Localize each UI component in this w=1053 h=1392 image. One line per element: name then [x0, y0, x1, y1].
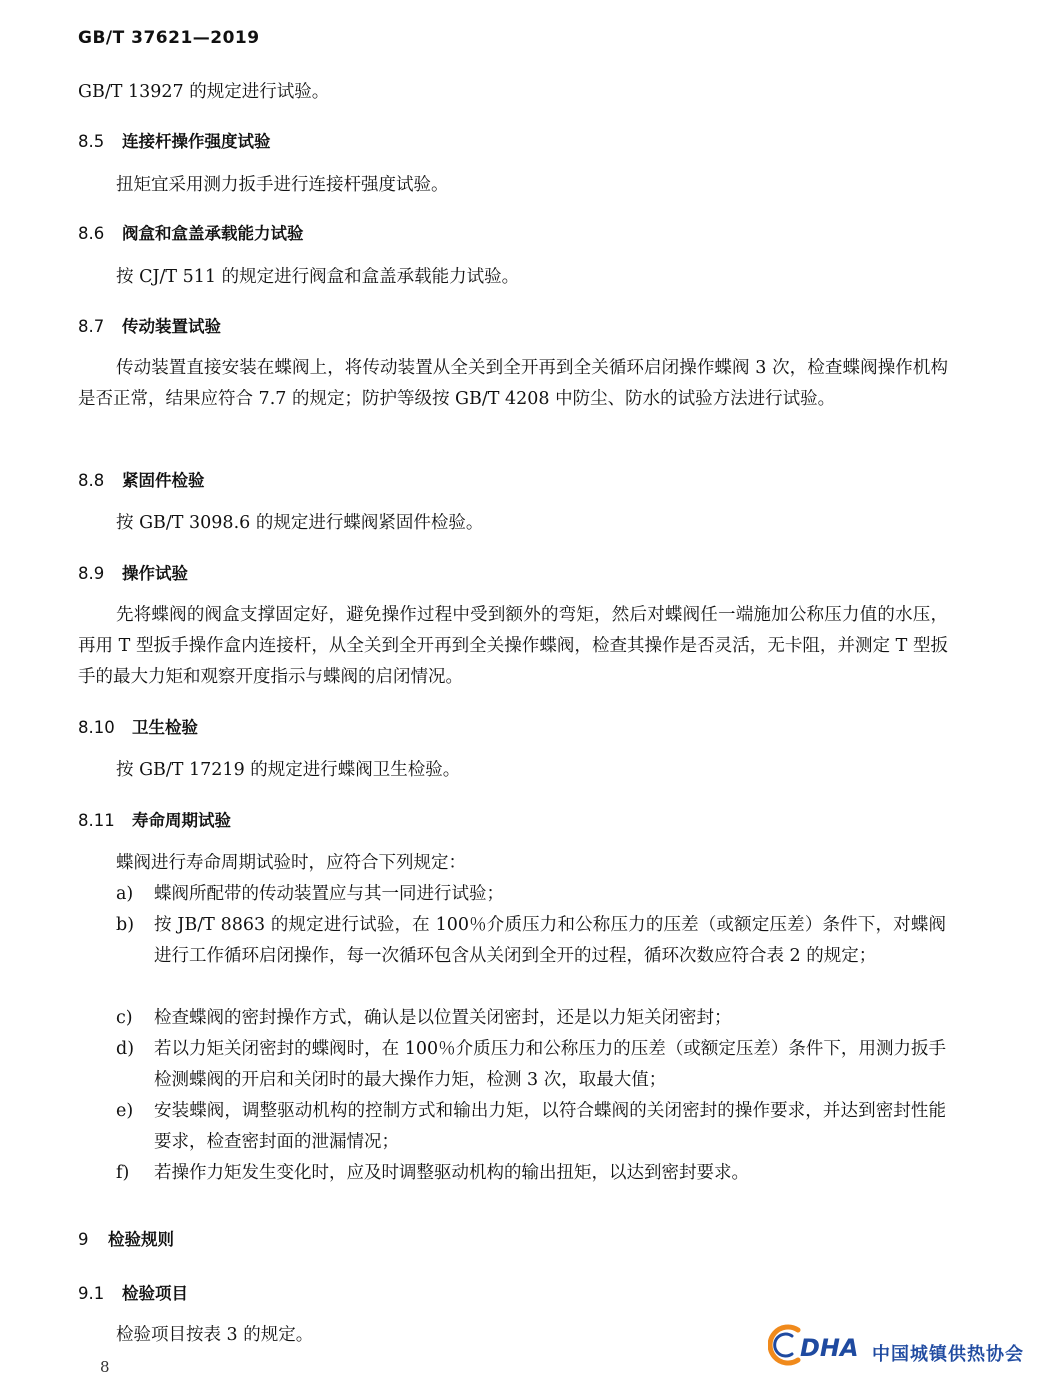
list-label: e)	[116, 1101, 134, 1121]
list-item-a	[116, 879, 946, 910]
paragraph-8-5: 扭矩宜采用测力扳手进行连接杆强度试验。	[116, 175, 449, 195]
logo-blue-arc	[775, 1334, 792, 1356]
heading-title: 连接杆操作强度试验	[122, 132, 271, 151]
paragraph-8-10: 按 GB/T 17219 的规定进行蝶阀卫生检验。	[116, 760, 461, 780]
heading-9	[78, 1226, 174, 1250]
heading-8-6	[78, 220, 304, 244]
list-text: 蝶阀所配带的传动装置应与其一同进行试验；	[154, 884, 504, 904]
paragraph-8-9: 先将蝶阀的阀盒支撑固定好，避免操作过程中受到额外的弯矩，然后对蝶阀任一端施加公称压力值的水压，再用 T 型扳手操作盒内连接杆，从全关到全开再到全关操作蝶阀，检查其操作是否灵活，无卡阻，并测定 T 型扳手的最大力矩和观察开度指示与蝶阀的启闭情况。	[78, 605, 948, 687]
list-text: 按 JB/T 8863 的规定进行试验，在 100％介质压力和公称压力的压差（或额定压差）条件下，对蝶阀进行工作循环启闭操作，每一次循环包含从关闭到全开的过程，循环次数应符合表 2 的规定；	[154, 915, 946, 966]
heading-9-1	[78, 1280, 188, 1304]
heading-number: 8.5	[78, 132, 105, 151]
logo-organization-name: 中国城镇供热协会	[872, 1344, 1024, 1365]
heading-title: 检验项目	[122, 1284, 188, 1303]
heading-8-5	[78, 128, 271, 152]
list-label: a)	[116, 884, 134, 904]
paragraph-8-7: 传动装置直接安装在蝶阀上，将传动装置从全关到全开再到全关循环启闭操作蝶阀 3 次，检查蝶阀操作机构是否正常，结果应符合 7.7 的规定；防护等级按 GB/T 4208 中防尘、防水的试验方法进行试验。	[78, 358, 948, 409]
heading-8-7	[78, 313, 221, 337]
logo-letters: DHA	[800, 1334, 859, 1362]
list-item-c	[116, 1003, 946, 1034]
list-item-f	[116, 1158, 946, 1189]
heading-title: 卫生检验	[132, 718, 198, 737]
heading-title: 检验规则	[108, 1230, 174, 1249]
heading-number: 8.8	[78, 471, 105, 490]
heading-title: 寿命周期试验	[132, 811, 231, 830]
list-item-e	[116, 1096, 946, 1158]
list-label: b)	[116, 915, 135, 935]
list-text: 若以力矩关闭密封的蝶阀时，在 100％介质压力和公称压力的压差（或额定压差）条件下，用测力扳手检测蝶阀的开启和关闭时的最大操作力矩，检测 3 次，取最大值；	[154, 1039, 946, 1090]
heading-number: 8.6	[78, 224, 105, 243]
heading-title: 操作试验	[122, 564, 188, 583]
list-item-b	[116, 910, 946, 972]
heading-number: 9	[78, 1230, 89, 1249]
paragraph-8-11-intro: 蝶阀进行寿命周期试验时，应符合下列规定：	[116, 853, 466, 873]
heading-number: 8.7	[78, 317, 105, 336]
heading-8-8	[78, 467, 205, 491]
list-label: f)	[116, 1163, 130, 1183]
paragraph-9-1: 检验项目按表 3 的规定。	[116, 1325, 314, 1345]
heading-title: 传动装置试验	[122, 317, 221, 336]
list-text: 检查蝶阀的密封操作方式，确认是以位置关闭密封，还是以力矩关闭密封；	[154, 1008, 732, 1028]
heading-8-11	[78, 807, 231, 831]
heading-number: 8.11	[78, 811, 115, 830]
heading-number: 9.1	[78, 1284, 105, 1303]
list-text: 安装蝶阀，调整驱动机构的控制方式和输出力矩，以符合蝶阀的关闭密封的操作要求，并达到密封性能要求，检查密封面的泄漏情况；	[154, 1101, 946, 1152]
heading-8-9	[78, 560, 188, 584]
paragraph-8-6: 按 CJ/T 511 的规定进行阀盒和盒盖承载能力试验。	[116, 267, 520, 287]
document-code-header: GB/T 37621—2019	[78, 28, 260, 48]
list-label: c)	[116, 1008, 133, 1028]
heading-number: 8.10	[78, 718, 115, 737]
list-label: d)	[116, 1039, 135, 1059]
heading-title: 阀盒和盒盖承载能力试验	[122, 224, 304, 243]
heading-8-10	[78, 714, 198, 738]
continued-line: GB/T 13927 的规定进行试验。	[78, 82, 330, 102]
list-text: 若操作力矩发生变化时，应及时调整驱动机构的输出扭矩，以达到密封要求。	[154, 1163, 749, 1183]
heading-title: 紧固件检验	[122, 471, 205, 490]
heading-number: 8.9	[78, 564, 105, 583]
paragraph-8-8: 按 GB/T 3098.6 的规定进行蝶阀紧固件检验。	[116, 513, 484, 533]
list-item-d	[116, 1034, 946, 1096]
page-number: 8	[100, 1358, 110, 1376]
